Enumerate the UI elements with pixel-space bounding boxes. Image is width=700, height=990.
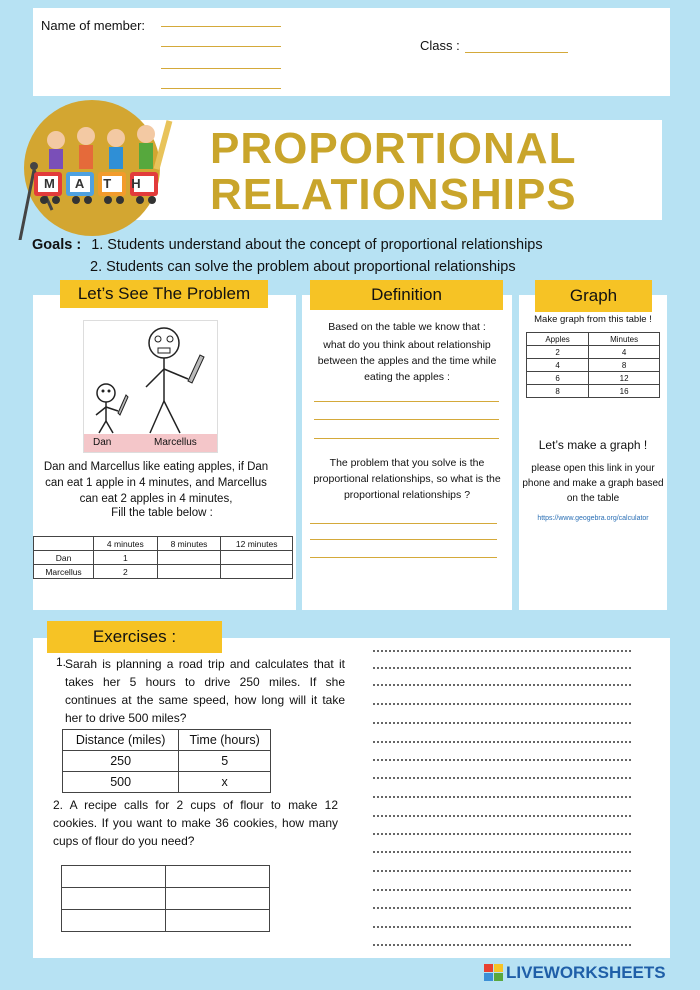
answer-dotted-line[interactable] [373,833,631,835]
answer-dotted-line[interactable] [373,650,631,652]
graph-cta: Let’s make a graph ! [538,438,648,452]
exercise-1-table-cell: x [179,772,271,793]
answer-cell[interactable] [157,565,221,579]
exercise-1-table-cell: Distance (miles) [63,730,179,751]
math-logo-text [34,176,161,192]
exercise-1-table [62,729,271,793]
answer-cell[interactable] [157,551,221,565]
exercise-question-1: Sarah is planning a road trip and calculates that it takes her 5 hours to drive 250 miles. If she continues at the same speed, how long will it take her to drive 500 miles? [65,657,345,725]
problem-table-cell: 1 [94,551,158,565]
name-line-2[interactable] [161,46,281,47]
answer-dotted-line[interactable] [373,759,631,761]
definition-question-1a: Based on the table we know that : [328,321,486,333]
liveworksheets-logo [484,962,666,984]
name-strip [84,434,217,452]
graph-table-cell: 2 [527,346,589,359]
goal-2: 2. Students can solve the problem about proportional relationships [90,259,516,275]
table-row [527,385,660,398]
answer-cell[interactable] [221,551,293,565]
problem-table-cell: 12 minutes [221,537,293,551]
name-line-1[interactable] [161,26,281,27]
exercise-1-table-cell: 250 [63,751,179,772]
table-row [62,910,270,932]
stick-figure-illustration [83,320,218,453]
q1-number: 1. [56,655,67,669]
answer-cell[interactable] [221,565,293,579]
answer-dotted-line[interactable] [373,889,631,891]
graph-description: please open this link in your phone and make a graph based on the table [522,463,664,504]
liveworksheets-brand: LIVEWORKSHEETS [506,963,666,982]
tab-exercises: Exercises : [47,621,222,653]
title-line-1: PROPORTIONAL [210,124,577,173]
problem-text: Dan and Marcellus like eating apples, if Dan can eat 1 apple in 4 minutes, and Marcellus can eat 2 apples in 4 minutes, [43,461,269,505]
dan-label: Dan [93,437,112,448]
graph-card [519,295,667,610]
exercise-1-table-header [63,730,271,751]
answer-dotted-line[interactable] [373,796,631,798]
graph-table-cell: 4 [527,359,589,372]
definition-question-2: The problem that you solve is the proportional relationships, so what is the proportional relationships ? [313,457,501,501]
problem-table-cell: 2 [94,565,158,579]
definition-answer-line-1[interactable] [314,401,499,402]
problem-table-cell: Dan [34,551,94,565]
goal-1: 1. Students understand about the concept of proportional relationships [91,237,543,253]
definition-card [302,295,512,610]
table-row [527,346,660,359]
class-label: Class : [420,38,460,53]
geogebra-link[interactable]: https://www.geogebra.org/calculator [537,515,649,522]
graph-table-cell: Apples [527,333,589,346]
graph-table-cell: 8 [527,385,589,398]
answer-dotted-line[interactable] [373,777,631,779]
exercise-1-table-cell: Time (hours) [179,730,271,751]
answer-dotted-line[interactable] [373,926,631,928]
answer-dotted-line[interactable] [373,667,631,669]
definition-answer-line-2[interactable] [314,419,499,420]
exercises-card [33,638,670,958]
marcellus-label: Marcellus [154,437,197,448]
problem-card [33,295,296,610]
math-logo-icon [0,100,180,240]
definition-question-1b: what do you think about relationship between the apples and the time while eating the apples : [317,339,497,383]
table-row [62,866,270,888]
answer-dotted-line[interactable] [373,722,631,724]
answer-dotted-line[interactable] [373,741,631,743]
answer-cell[interactable] [166,888,270,910]
table-row [34,551,293,565]
math-logo-label: MATH [44,176,161,191]
name-label: Name of member: [41,18,146,33]
stick-figures-icon [84,321,219,434]
table-row [527,359,660,372]
goals [32,234,692,278]
problem-table-cell: 8 minutes [157,537,221,551]
header-card [33,8,670,96]
math-badge [0,100,180,240]
answer-cell[interactable] [62,866,166,888]
answer-dotted-line[interactable] [373,703,631,705]
table-row [34,565,293,579]
table-row [63,772,271,793]
exercise-1-table-cell: 500 [63,772,179,793]
answer-cell[interactable] [62,910,166,932]
table-row [63,751,271,772]
answer-dotted-line[interactable] [373,907,631,909]
answer-dotted-line[interactable] [373,815,631,817]
answer-cell[interactable] [166,910,270,932]
table-row [62,888,270,910]
definition-answer-line-3[interactable] [314,438,499,439]
problem-instruction: Fill the table below : [111,507,213,519]
exercise-2-table [61,865,270,932]
definition-answer-line-4[interactable] [310,523,497,524]
tab-graph: Graph [535,280,652,312]
problem-table-header [34,537,293,551]
definition-answer-line-6[interactable] [310,557,497,558]
graph-table-cell: 8 [589,359,660,372]
exercise-1-table-cell: 5 [179,751,271,772]
graph-table-cell: 6 [527,372,589,385]
answer-dotted-line[interactable] [373,944,631,946]
title-line-2: RELATIONSHIPS [210,170,577,219]
graph-table-cell: 12 [589,372,660,385]
answer-cell[interactable] [166,866,270,888]
class-line[interactable] [465,52,568,53]
answer-dotted-line[interactable] [373,851,631,853]
table-row [527,372,660,385]
answer-dotted-line[interactable] [373,870,631,872]
tab-definition: Definition [310,280,503,310]
answer-cell[interactable] [62,888,166,910]
graph-table-cell: 4 [589,346,660,359]
exercise-question-2: 2. A recipe calls for 2 cups of flour to make 12 cookies. If you want to make 36 cookies, how many cups of flour do you need? [53,798,338,848]
answer-dotted-line[interactable] [373,684,631,686]
graph-table-header [527,333,660,346]
name-line-3[interactable] [161,68,281,69]
graph-table-cell: Minutes [589,333,660,346]
graph-instruction: Make graph from this table ! [534,314,652,325]
definition-answer-line-5[interactable] [310,539,497,540]
goals-label: Goals : [32,237,82,253]
graph-table [526,332,660,398]
problem-table-cell: 4 minutes [94,537,158,551]
tab-problem: Let’s See The Problem [60,280,268,308]
name-line-4[interactable] [161,88,281,89]
graph-table-cell: 16 [589,385,660,398]
problem-table-cell: Marcellus [34,565,94,579]
liveworksheets-logo-icon [484,964,504,982]
problem-table [33,536,293,579]
problem-table-cell [34,537,94,551]
